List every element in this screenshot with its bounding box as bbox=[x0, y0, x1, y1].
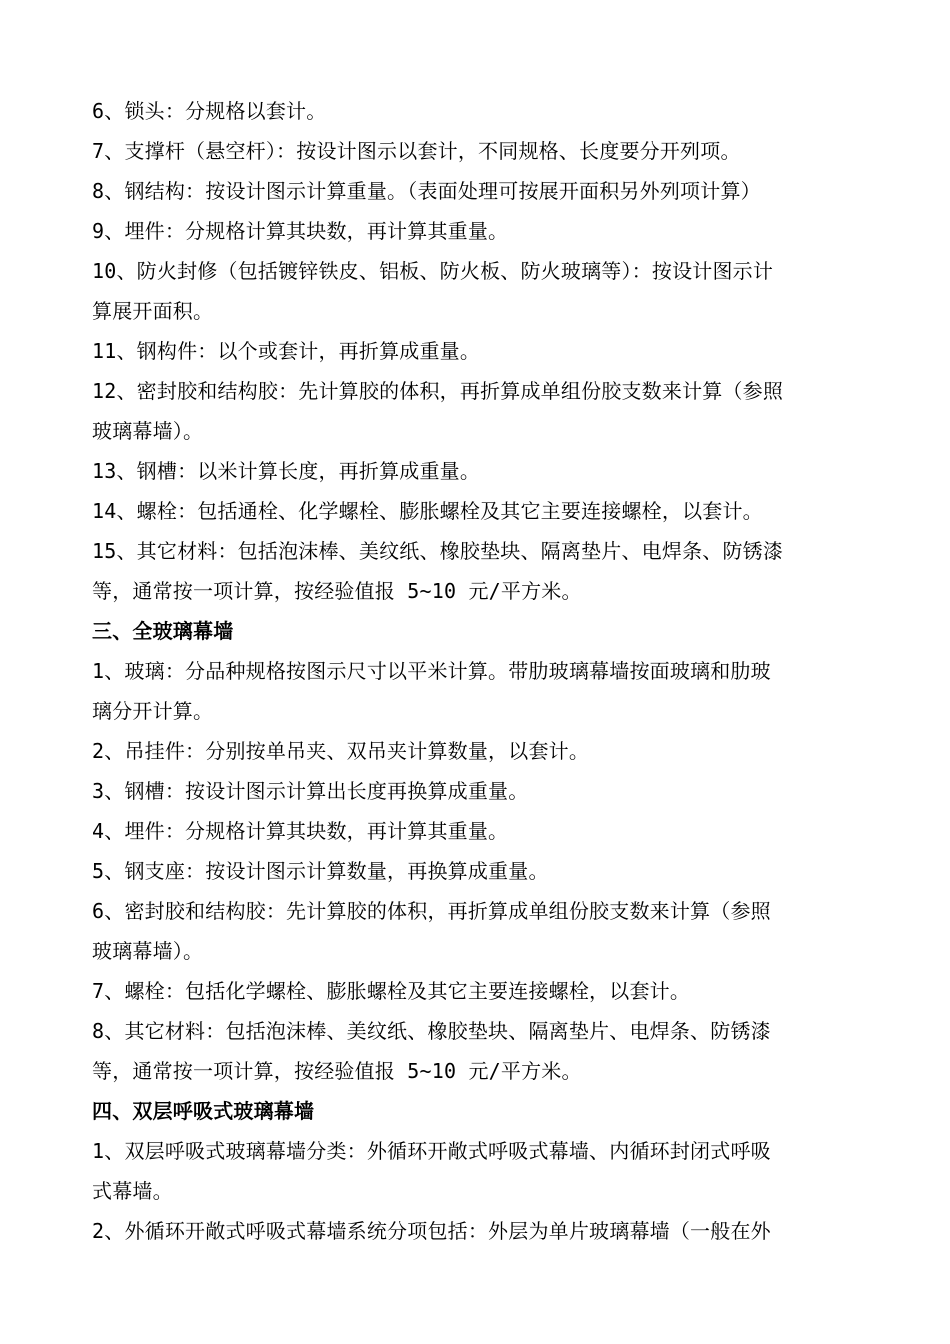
text-line: 4、埋件：分规格计算其块数，再计算其重量。 bbox=[92, 819, 509, 843]
text-line: 9、埋件：分规格计算其块数，再计算其重量。 bbox=[92, 219, 509, 243]
text-line: 算展开面积。 bbox=[92, 299, 214, 323]
text-line: 玻璃幕墙）。 bbox=[92, 939, 204, 963]
text-line: 2、吊挂件：分别按单吊夹、双吊夹计算数量，以套计。 bbox=[92, 739, 590, 763]
text-line: 10、防火封修（包括镀锌铁皮、铝板、防火板、防火玻璃等）：按设计图示计 bbox=[92, 259, 774, 283]
text-line: 8、其它材料：包括泡沫棒、美纹纸、橡胶垫块、隔离垫片、电焊条、防锈漆 bbox=[92, 1019, 771, 1043]
text-line: 3、钢槽：按设计图示计算出长度再换算成重量。 bbox=[92, 779, 529, 803]
text-line: 等，通常按一项计算，按经验值报 5~10 元/平方米。 bbox=[92, 1059, 582, 1083]
text-line: 1、玻璃：分品种规格按图示尺寸以平米计算。带肋玻璃幕墙按面玻璃和肋玻 bbox=[92, 659, 771, 683]
text-line: 2、外循环开敞式呼吸式幕墙系统分项包括：外层为单片玻璃幕墙（一般在外 bbox=[92, 1219, 771, 1243]
text-line: 式幕墙。 bbox=[92, 1179, 173, 1203]
text-line: 6、锁头：分规格以套计。 bbox=[92, 99, 327, 123]
text-line: 玻璃幕墙）。 bbox=[92, 419, 204, 443]
text-line: 8、钢结构：按设计图示计算重量。（表面处理可按展开面积另外列项计算） bbox=[92, 179, 761, 203]
text-line: 14、螺栓：包括通栓、化学螺栓、膨胀螺栓及其它主要连接螺栓，以套计。 bbox=[92, 499, 763, 523]
document-page bbox=[92, 91, 860, 1251]
text-line: 11、钢构件：以个或套计，再折算成重量。 bbox=[92, 339, 481, 363]
text-line: 1、双层呼吸式玻璃幕墙分类：外循环开敞式呼吸式幕墙、内循环封闭式呼吸 bbox=[92, 1139, 771, 1163]
text-line: 璃分开计算。 bbox=[92, 699, 214, 723]
text-line: 7、支撑杆（悬空杆）：按设计图示以套计，不同规格、长度要分开列项。 bbox=[92, 139, 741, 163]
text-line: 等，通常按一项计算，按经验值报 5~10 元/平方米。 bbox=[92, 579, 582, 603]
text-line: 5、钢支座：按设计图示计算数量，再换算成重量。 bbox=[92, 859, 549, 883]
text-line: 12、密封胶和结构胶：先计算胶的体积，再折算成单组份胶支数来计算（参照 bbox=[92, 379, 784, 403]
section-heading: 三、全玻璃幕墙 bbox=[92, 619, 234, 643]
section-heading: 四、双层呼吸式玻璃幕墙 bbox=[92, 1099, 315, 1123]
text-line: 15、其它材料：包括泡沫棒、美纹纸、橡胶垫块、隔离垫片、电焊条、防锈漆 bbox=[92, 539, 784, 563]
text-line: 7、螺栓：包括化学螺栓、膨胀螺栓及其它主要连接螺栓，以套计。 bbox=[92, 979, 691, 1003]
text-line: 6、密封胶和结构胶：先计算胶的体积，再折算成单组份胶支数来计算（参照 bbox=[92, 899, 771, 923]
text-line: 13、钢槽：以米计算长度，再折算成重量。 bbox=[92, 459, 481, 483]
